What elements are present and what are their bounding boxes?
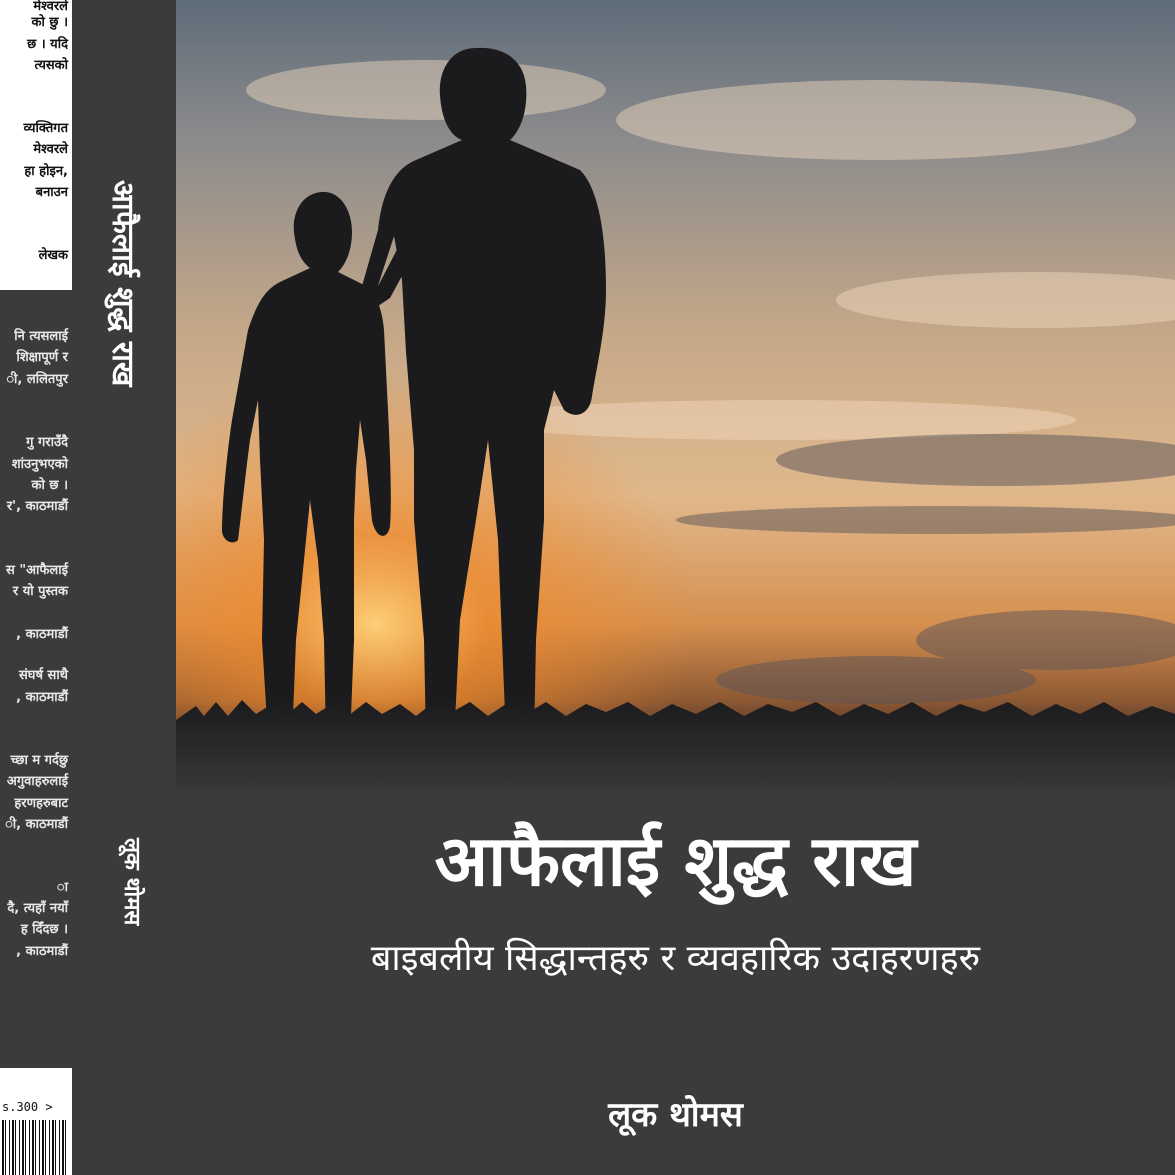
spine-title: आफैलाई शुद्ध राख [105,180,140,387]
front-cover [176,0,1175,1175]
back-text-line: बनाउन [35,185,68,200]
back-text-line: मेश्वरले [33,142,68,157]
endorsement-line: को छ । [31,478,68,493]
book-subtitle: बाइबलीय सिद्धान्तहरु र व्यवहारिक उदाहरणहरु [370,938,981,979]
endorsement-line: शिक्षापूर्ण र [16,350,68,365]
sunset-silhouette-photo [176,0,1175,800]
endorsement-line: संघर्ष साथै [19,668,68,683]
price-label: s.300 > [2,1100,53,1114]
book-spine [72,0,176,1175]
endorsement-line: ा [56,880,68,895]
endorsement-line: अगुवाहरुलाई [6,774,68,789]
author-signature-label: लेखक [38,248,68,263]
endorsement-line: र', काठमाडौं [6,499,68,514]
endorsement-line: च्छा म गर्दछु [10,753,68,768]
endorsement-line: हरणहरुबाट [14,796,68,811]
book-author: लूक थोमस [608,1095,743,1135]
endorsement-line: , काठमाडौं [16,690,68,705]
spine-author: लूक थोमस [119,838,144,926]
endorsement-line: , काठमाडौं [16,944,68,959]
back-cover-text-box [0,0,72,290]
back-text-line: को छु । [31,15,68,30]
back-text-line: व्यक्तिगत [23,121,68,136]
back-text-line: हा होइन, [24,164,68,179]
endorsement-line: दै, त्यहाँ नयाँ [7,901,68,916]
endorsement-line: गु गराउँदै [26,435,68,450]
book-title: आफैलाई शुद्ध राख [434,820,917,902]
barcode-area [0,1068,72,1175]
endorsement-line: , काठमाडौं [16,627,68,642]
back-text-line: मेश्वरले [33,0,68,14]
barcode-icon [2,1120,68,1175]
endorsement-line: ह दिँदछ । [20,922,68,937]
endorsement-line: ी, ललितपुर [6,372,68,387]
back-cover [0,0,72,1175]
endorsement-line: ी, काठमाडौं [5,817,68,832]
back-text-line: छ । यदि [27,37,68,52]
endorsement-line: शांउनुभएको [11,457,68,472]
back-text-line: त्यसको [34,58,68,73]
endorsement-line: स "आफैलाई [6,563,68,578]
endorsement-line: र यो पुस्तक [12,584,68,599]
endorsement-line: नि त्यसलाई [14,329,68,344]
